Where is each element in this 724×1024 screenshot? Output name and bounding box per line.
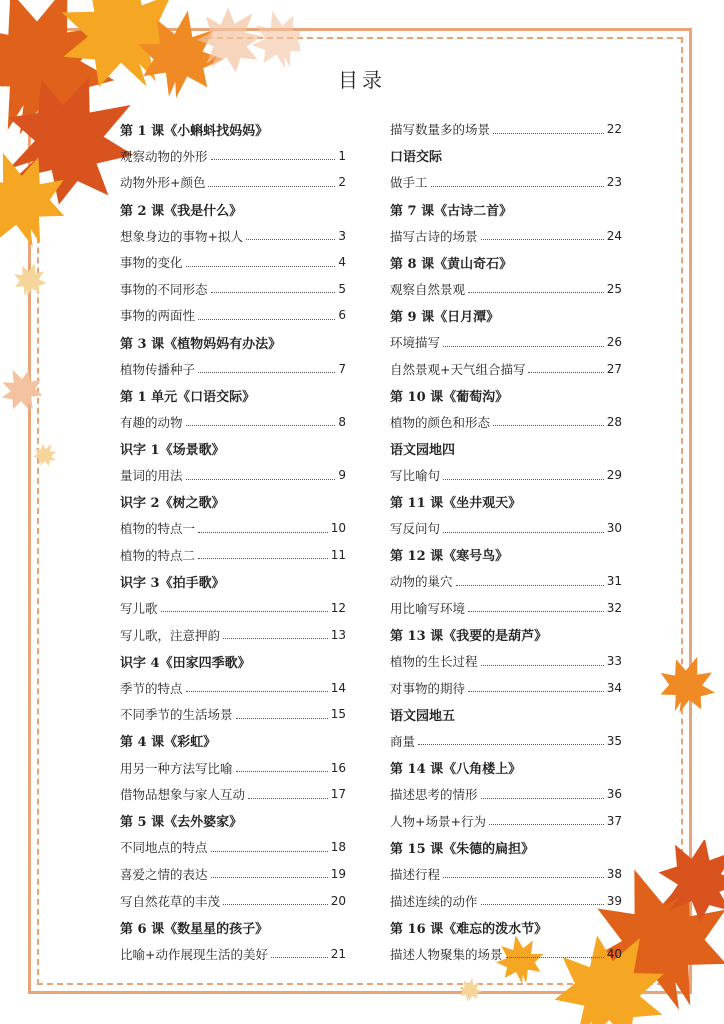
toc-page-number: 33 (606, 654, 622, 669)
toc-entry-title: 季节的特点 (120, 680, 183, 696)
toc-section-heading (120, 807, 346, 834)
toc-entry-title: 动物外形+颜色 (120, 175, 206, 191)
page-title: 目录 (338, 68, 386, 92)
toc-section-heading (390, 914, 622, 941)
toc-page-number: 11 (330, 547, 346, 562)
toc-entry-title: 第 4 课《彩虹》 (120, 735, 217, 751)
toc-page-number: 19 (330, 866, 346, 881)
toc-entry[interactable] (120, 542, 346, 569)
toc-page-number: 27 (606, 361, 622, 376)
toc-left-column (120, 116, 346, 967)
toc-section-heading (120, 728, 346, 755)
toc-entry[interactable] (390, 674, 622, 701)
toc-entry[interactable] (120, 409, 346, 436)
toc-page-number: 23 (606, 175, 622, 190)
toc-page-number: 7 (338, 361, 346, 376)
toc-section-heading (390, 196, 622, 223)
toc-page-number: 32 (606, 600, 622, 615)
toc-entry-title: 第 10 课《葡萄沟》 (390, 389, 509, 405)
dot-leader (186, 691, 328, 692)
dot-leader (468, 292, 604, 293)
toc-entry-title: 量词的用法 (120, 468, 183, 484)
toc-page-number: 28 (606, 414, 622, 429)
dot-leader (456, 585, 604, 586)
toc-entry-title: 想象身边的事物+拟人 (120, 228, 243, 244)
toc-entry[interactable] (390, 409, 622, 436)
toc-entry[interactable] (390, 169, 622, 196)
toc-entry-title: 做手工 (390, 175, 428, 191)
toc-entry[interactable] (390, 887, 622, 914)
dot-leader (186, 479, 336, 480)
toc-page-number: 13 (330, 627, 346, 642)
toc-entry-title: 观察动物的外形 (120, 148, 208, 164)
toc-entry-title: 不同地点的特点 (120, 840, 208, 856)
toc-page-number: 6 (338, 308, 346, 323)
toc-entry[interactable] (120, 276, 346, 303)
dot-leader (211, 292, 336, 293)
toc-entry-title: 植物的颜色和形态 (390, 414, 491, 430)
toc-page-number: 31 (606, 574, 622, 589)
toc-entry[interactable] (120, 621, 346, 648)
toc-entry[interactable] (390, 781, 622, 808)
toc-entry-title: 描写数量多的场景 (390, 122, 491, 138)
toc-page-number: 3 (338, 228, 346, 243)
toc-entry[interactable] (390, 861, 622, 888)
toc-section-heading (390, 382, 622, 409)
toc-page-number: 16 (330, 760, 346, 775)
dot-leader (481, 798, 604, 799)
toc-entry-title: 第 13 课《我要的是葫芦》 (390, 629, 548, 645)
dot-leader (506, 957, 604, 958)
toc-entry-title: 语文园地五 (390, 708, 456, 724)
toc-section-heading (120, 435, 346, 462)
toc-entry-title: 识字 2《树之歌》 (120, 496, 225, 512)
toc-section-heading (120, 329, 346, 356)
toc-page-number: 1 (338, 148, 346, 163)
toc-section-heading (390, 621, 622, 648)
maple-leaves-left-small-icon (0, 250, 70, 480)
toc-page-number: 25 (606, 281, 622, 296)
toc-entry-title: 描述行程 (390, 866, 441, 882)
toc-page-number: 34 (606, 680, 622, 695)
toc-entry-title: 识字 1《场景歌》 (120, 442, 225, 458)
toc-entry[interactable] (120, 143, 346, 170)
toc-page-number: 15 (330, 707, 346, 722)
toc-entry-title: 第 8 课《黄山奇石》 (390, 256, 513, 272)
dot-leader (211, 851, 328, 852)
dot-leader (468, 691, 604, 692)
toc-entry-title: 第 15 课《朱德的扁担》 (390, 841, 535, 857)
toc-page-number: 8 (338, 414, 346, 429)
toc-entry-title: 第 16 课《难忘的泼水节》 (390, 921, 548, 937)
toc-entry-title: 植物的特点二 (120, 547, 196, 563)
toc-entry-title: 写自然花草的丰茂 (120, 893, 221, 909)
toc-entry-title: 第 9 课《日月潭》 (390, 309, 500, 325)
toc-entry-title: 描述连续的动作 (390, 893, 478, 909)
dot-leader (208, 186, 335, 187)
toc-entry-title: 事物的两面性 (120, 308, 196, 324)
toc-entry-title: 动物的巢穴 (390, 574, 453, 590)
dot-leader (223, 904, 328, 905)
toc-section-heading (120, 488, 346, 515)
toc-entry[interactable] (390, 222, 622, 249)
toc-page-number: 12 (330, 600, 346, 615)
dot-leader (489, 824, 604, 825)
toc-entry-title: 有趣的动物 (120, 414, 183, 430)
toc-section-heading (390, 834, 622, 861)
toc-entry-title: 写反问句 (390, 521, 441, 537)
toc-entry-title: 第 3 课《植物妈妈有办法》 (120, 336, 282, 352)
toc-entry[interactable] (390, 568, 622, 595)
toc-page-number: 37 (606, 813, 622, 828)
toc-entry-title: 识字 3《拍手歌》 (120, 575, 225, 591)
toc-section-heading (390, 435, 622, 462)
toc-entry[interactable] (120, 940, 346, 967)
toc-entry-title: 环境描写 (390, 335, 441, 351)
dot-leader (468, 611, 604, 612)
toc-page-number: 26 (606, 335, 622, 350)
toc-entry-title: 喜爱之情的表达 (120, 866, 208, 882)
toc-entry-title: 商量 (390, 733, 416, 749)
toc-entry-title: 第 5 课《去外婆家》 (120, 815, 243, 831)
dot-leader (198, 372, 335, 373)
dot-leader (198, 532, 328, 533)
dot-leader (431, 186, 604, 187)
dot-leader (528, 372, 603, 373)
toc-entry[interactable] (120, 355, 346, 382)
toc-entry[interactable] (390, 648, 622, 675)
toc-entry[interactable] (390, 728, 622, 755)
dot-leader (211, 877, 328, 878)
toc-section-heading (120, 382, 346, 409)
toc-page-number: 5 (338, 281, 346, 296)
dot-leader (481, 665, 604, 666)
toc-section-heading (390, 302, 622, 329)
toc-page-number: 18 (330, 840, 346, 855)
toc-entry-title: 第 1 单元《口语交际》 (120, 389, 256, 405)
dot-leader (443, 346, 604, 347)
toc-entry[interactable] (120, 887, 346, 914)
toc-entry-title: 用比喻写环境 (390, 600, 466, 616)
toc-entry[interactable] (120, 754, 346, 781)
toc-entry[interactable] (120, 861, 346, 888)
toc-entry-title: 语文园地四 (390, 442, 456, 458)
dot-leader (443, 532, 604, 533)
toc-section-heading (120, 568, 346, 595)
toc-entry-title: 写比喻句 (390, 468, 441, 484)
toc-entry-title: 人物+场景+行为 (390, 813, 486, 829)
toc-entry-title: 借物品想象与家人互动 (120, 787, 246, 803)
toc-section-heading (390, 143, 622, 170)
dot-leader (418, 744, 604, 745)
toc-page-number: 29 (606, 468, 622, 483)
toc-page-number: 22 (606, 122, 622, 137)
toc-entry-title: 事物的变化 (120, 255, 183, 271)
dot-leader (211, 159, 336, 160)
toc-entry[interactable] (120, 169, 346, 196)
toc-entry[interactable] (120, 515, 346, 542)
toc-page-number: 10 (330, 521, 346, 536)
toc-section-heading (390, 249, 622, 276)
toc-entry-title: 第 7 课《古诗二首》 (390, 203, 513, 219)
toc-page-number: 17 (330, 787, 346, 802)
toc-entry[interactable] (390, 329, 622, 356)
toc-entry[interactable] (120, 595, 346, 622)
dot-leader (443, 877, 604, 878)
toc-page-number: 39 (606, 893, 622, 908)
dot-leader (271, 957, 328, 958)
toc-page-number: 30 (606, 521, 622, 536)
maple-leaf-right-icon (650, 640, 724, 730)
dot-leader (481, 904, 604, 905)
toc-section-heading (120, 648, 346, 675)
toc-entry[interactable] (120, 674, 346, 701)
toc-entry[interactable] (390, 355, 622, 382)
toc-entry[interactable] (390, 515, 622, 542)
toc-page-number: 2 (338, 175, 346, 190)
toc-page-number: 4 (338, 255, 346, 270)
toc-entry[interactable] (390, 940, 622, 967)
toc-entry-title: 植物传播种子 (120, 361, 196, 377)
toc-entry-title: 识字 4《田家四季歌》 (120, 655, 251, 671)
toc-section-heading (120, 196, 346, 223)
toc-page-number: 24 (606, 228, 622, 243)
dot-leader (161, 611, 328, 612)
toc-page-number: 40 (606, 946, 622, 961)
toc-entry[interactable] (390, 116, 622, 143)
toc-entry[interactable] (120, 781, 346, 808)
toc-entry[interactable] (120, 222, 346, 249)
toc-entry-title: 描述人物聚集的场景 (390, 946, 503, 962)
toc-page-number: 38 (606, 866, 622, 881)
toc-section-heading (120, 914, 346, 941)
dot-leader (493, 133, 604, 134)
toc-entry-title: 描写古诗的场景 (390, 228, 478, 244)
toc-section-heading (120, 116, 346, 143)
toc-entry-title: 植物的生长过程 (390, 654, 478, 670)
dot-leader (493, 425, 604, 426)
toc-entry[interactable] (120, 834, 346, 861)
toc-section-heading (390, 542, 622, 569)
dot-leader (198, 319, 335, 320)
toc-entry[interactable] (120, 462, 346, 489)
dot-leader (186, 266, 336, 267)
toc-entry-title: 对事物的期待 (390, 680, 466, 696)
toc-entry-title: 第 12 课《寒号鸟》 (390, 549, 509, 565)
toc-page-number: 9 (338, 468, 346, 483)
toc-entry[interactable] (390, 595, 622, 622)
toc-entry-title: 自然景观+天气组合描写 (390, 361, 526, 377)
dot-leader (236, 771, 328, 772)
toc-page-number: 36 (606, 787, 622, 802)
toc-entry-title: 第 2 课《我是什么》 (120, 203, 243, 219)
toc-entry-title: 口语交际 (390, 150, 443, 166)
toc-entry[interactable] (120, 701, 346, 728)
dot-leader (223, 638, 328, 639)
toc-entry-title: 写儿歌 (120, 600, 158, 616)
dot-leader (481, 239, 604, 240)
toc-section-heading (390, 701, 622, 728)
toc-page-number: 35 (606, 733, 622, 748)
toc-page-number: 14 (330, 680, 346, 695)
dot-leader (443, 479, 604, 480)
toc-entry-title: 不同季节的生活场景 (120, 707, 233, 723)
toc-entry-title: 用另一种方法写比喻 (120, 760, 233, 776)
toc-entry-title: 事物的不同形态 (120, 281, 208, 297)
dot-leader (186, 425, 336, 426)
toc-right-column (390, 116, 622, 967)
dot-leader (248, 798, 328, 799)
toc-entry-title: 观察自然景观 (390, 281, 466, 297)
toc-entry-title: 比喻+动作展现生活的美好 (120, 946, 268, 962)
toc-entry-title: 第 14 课《八角楼上》 (390, 762, 522, 778)
toc-page-number: 20 (330, 893, 346, 908)
toc-entry[interactable] (390, 276, 622, 303)
toc-entry[interactable] (390, 462, 622, 489)
dot-leader (198, 558, 328, 559)
toc-entry-title: 第 11 课《坐井观天》 (390, 496, 522, 512)
toc-entry-title: 第 6 课《数星星的孩子》 (120, 921, 269, 937)
toc-entry-title: 写儿歌，注意押韵 (120, 627, 221, 643)
toc-page-number: 21 (330, 946, 346, 961)
toc-section-heading (390, 488, 622, 515)
toc-section-heading (390, 754, 622, 781)
toc-entry[interactable] (120, 302, 346, 329)
toc-entry-title: 植物的特点一 (120, 521, 196, 537)
toc-entry-title: 第 1 课《小蝌蚪找妈妈》 (120, 123, 269, 139)
dot-leader (236, 718, 328, 719)
dot-leader (246, 239, 335, 240)
toc-entry[interactable] (120, 249, 346, 276)
toc-entry-title: 描述思考的情形 (390, 787, 478, 803)
toc-entry[interactable] (390, 807, 622, 834)
